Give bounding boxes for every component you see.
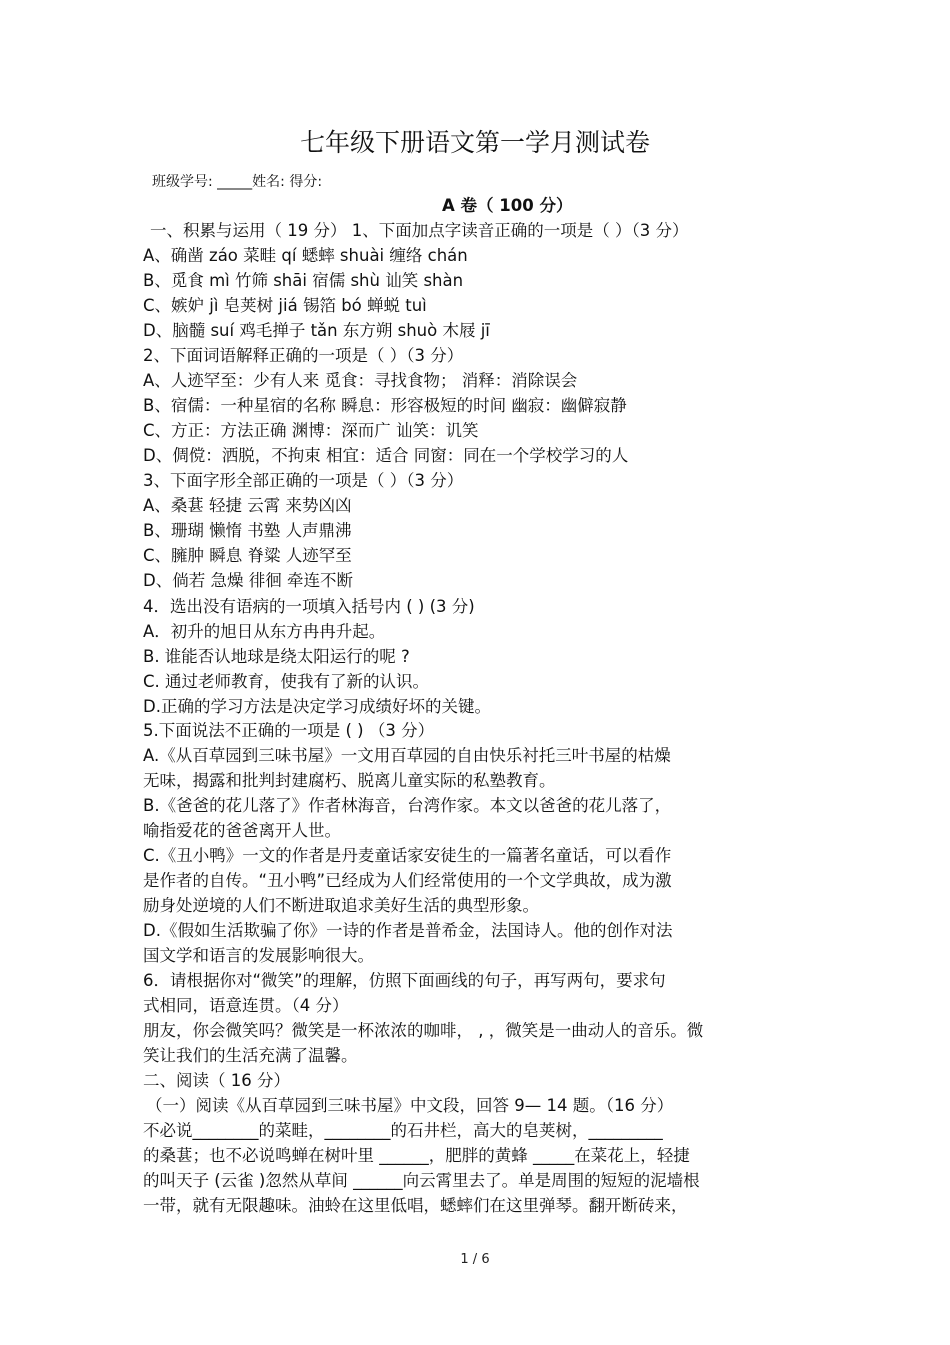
q3-heading: 3、下面字形全部正确的一项是（ ）（3 分） bbox=[143, 471, 464, 490]
q1-option-d: D、脑髓 suí 鸡毛掸子 tǎn 东方朔 shuò 木屐 jī bbox=[143, 321, 490, 340]
q4-option-c: C. 通过老师教育，使我有了新的认识。 bbox=[143, 672, 430, 691]
section-reading-heading: 二、阅读（ 16 分） bbox=[143, 1071, 290, 1090]
q1-option-c: C、嫉妒 jì 皂荚树 jiá 锡箔 bó 蝉蜕 tuì bbox=[143, 296, 427, 315]
q2-option-b: B、宿儒：一种星宿的名称 瞬息：形容极短的时间 幽寂：幽僻寂静 bbox=[143, 396, 627, 415]
q2-option-a: A、人迹罕至：少有人来 觅食：寻找食物； 消释：消除误会 bbox=[143, 371, 578, 390]
page-number: 1 / 6 bbox=[460, 1252, 490, 1267]
q6-prompt-line1: 朋友，你会微笑吗？微笑是一杯浓浓的咖啡， , ，微笑是一曲动人的音乐。微 bbox=[143, 1021, 704, 1040]
q6-prompt-line2: 笑让我们的生活充满了温馨。 bbox=[143, 1046, 358, 1065]
q5-option-d-line1: D.《假如生活欺骗了你》一诗的作者是普希金，法国诗人。他的创作对法 bbox=[143, 921, 673, 940]
q2-option-d: D、倜傥：洒脱，不拘束 相宜：适合 同窗：同在一个学校学习的人 bbox=[143, 446, 629, 465]
q1-heading: 一、积累与运用（ 19 分） 1、下面加点字读音正确的一项是（ ）（3 分） bbox=[150, 221, 689, 240]
q5-option-d-line2: 国文学和语言的发展影响很大。 bbox=[143, 946, 374, 965]
q5-option-b-line2: 喻指爱花的爸爸离开人世。 bbox=[143, 821, 341, 840]
q6-heading-line2: 式相同，语意连贯。（4 分） bbox=[143, 996, 349, 1015]
q5-option-b-line1: B.《爸爸的花儿落了》作者林海音，台湾作家。本文以爸爸的花儿落了， bbox=[143, 796, 672, 815]
passage-line4: 一带，就有无限趣味。油蛉在这里低唱，蟋蟀们在这里弹琴。翻开断砖来， bbox=[143, 1196, 688, 1215]
q1-option-b: B、觅食 mì 竹筛 shāi 宿儒 shù 讪笑 shàn bbox=[143, 271, 464, 290]
q5-option-c-line1: C.《丑小鸭》一文的作者是丹麦童话家安徒生的一篇著名童话，可以看作 bbox=[143, 846, 672, 865]
q1-option-a: A、确凿 záo 菜畦 qí 蟋蟀 shuài 缠络 chán bbox=[143, 246, 468, 265]
q5-option-c-line3: 励身处逆境的人们不断进取追求美好生活的典型形象。 bbox=[143, 896, 539, 915]
reading-1-heading: （一）阅读《从百草园到三味书屋》中文段，回答 9— 14 题。（16 分） bbox=[146, 1096, 674, 1115]
q5-heading: 5.下面说法不正确的一项是 ( ) （3 分） bbox=[143, 721, 435, 740]
student-info-line: 班级学号: _____姓名: 得分: bbox=[152, 174, 323, 190]
q3-option-a: A、桑葚 轻捷 云霄 来势凶凶 bbox=[143, 496, 352, 515]
q3-option-c: C、臃肿 瞬息 脊粱 人迹罕至 bbox=[143, 546, 352, 565]
q4-option-d: D.正确的学习方法是决定学习成绩好坏的关键。 bbox=[143, 697, 491, 716]
passage-line3: 的叫天子 (云雀 )忽然从草间 ______向云霄里去了。单是周围的短短的泥墙根 bbox=[143, 1171, 700, 1190]
page-title: 七年级下册语文第一学月测试卷 bbox=[299, 128, 650, 157]
q3-option-d: D、倘若 急燥 徘徊 牵连不断 bbox=[143, 571, 353, 590]
q4-option-b: B. 谁能否认地球是绕太阳运行的呢 ? bbox=[143, 647, 410, 666]
q5-option-a-line2: 无味，揭露和批判封建腐朽、脱离儿童实际的私塾教育。 bbox=[143, 771, 556, 790]
q2-option-c: C、方正：方法正确 渊博：深而广 讪笑：讥笑 bbox=[143, 421, 479, 440]
section-a-heading: A 卷（ 100 分） bbox=[442, 196, 573, 215]
passage-line1: 不必说________的菜畦，________的石井栏，高大的皂荚树，_________ bbox=[143, 1121, 663, 1140]
passage-line2: 的桑葚；也不必说鸣蝉在树叶里 ______，肥胖的黄蜂 _____在菜花上，轻捷 bbox=[143, 1146, 690, 1165]
q6-heading-line1: 6．请根据你对“微笑”的理解，仿照下面画线的句子，再写两句，要求句 bbox=[143, 971, 666, 990]
q3-option-b: B、珊瑚 懒惰 书塾 人声鼎沸 bbox=[143, 521, 352, 540]
q4-option-a: A．初升的旭日从东方冉冉升起。 bbox=[143, 622, 386, 641]
q2-heading: 2、下面词语解释正确的一项是（ ）（3 分） bbox=[143, 346, 464, 365]
q5-option-a-line1: A.《从百草园到三味书屋》一文用百草园的自由快乐衬托三叶书屋的枯燥 bbox=[143, 746, 671, 765]
q5-option-c-line2: 是作者的自传。“丑小鸭”已经成为人们经常使用的一个文学典故，成为激 bbox=[143, 871, 672, 890]
q4-heading: 4．选出没有语病的一项填入括号内 ( ) (3 分) bbox=[143, 597, 475, 616]
